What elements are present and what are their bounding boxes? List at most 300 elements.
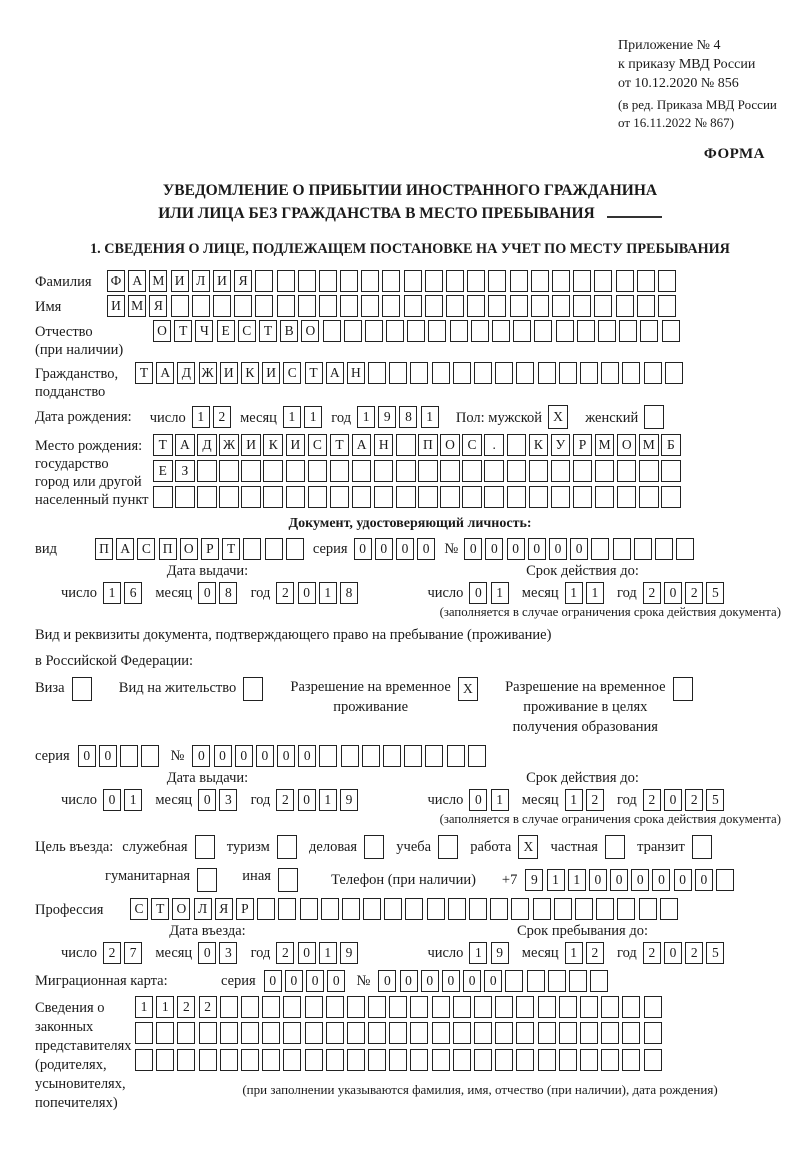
char-cell[interactable]	[644, 405, 664, 429]
char-cell[interactable]	[308, 460, 328, 482]
char-cell[interactable]: В	[280, 320, 298, 342]
char-cell[interactable]	[432, 1049, 450, 1071]
char-cell[interactable]	[326, 996, 344, 1018]
char-cell[interactable]: З	[175, 460, 195, 482]
char-cell[interactable]	[340, 295, 358, 317]
char-cell[interactable]	[516, 1049, 534, 1071]
char-cell[interactable]	[639, 460, 659, 482]
char-cell[interactable]	[551, 486, 571, 508]
char-cell[interactable]	[153, 486, 173, 508]
char-cell[interactable]	[364, 835, 384, 859]
char-cell[interactable]: А	[175, 434, 195, 456]
char-cell[interactable]	[135, 1022, 153, 1044]
char-cell[interactable]	[120, 745, 138, 767]
char-cell[interactable]	[404, 745, 422, 767]
char-cell[interactable]	[676, 538, 694, 560]
char-cell[interactable]: 5	[706, 942, 724, 964]
char-cell[interactable]: 1	[547, 869, 565, 891]
char-cell[interactable]: 9	[340, 942, 358, 964]
char-cell[interactable]: X	[548, 405, 568, 429]
char-cell[interactable]	[410, 362, 428, 384]
char-cell[interactable]	[471, 320, 489, 342]
char-cell[interactable]	[622, 1022, 640, 1044]
char-cell[interactable]: 8	[399, 406, 417, 428]
char-cell[interactable]: Н	[374, 434, 394, 456]
char-cell[interactable]	[241, 996, 259, 1018]
char-cell[interactable]	[220, 1022, 238, 1044]
char-cell[interactable]: 1	[304, 406, 322, 428]
char-cell[interactable]	[305, 1022, 323, 1044]
char-cell[interactable]	[617, 486, 637, 508]
char-cell[interactable]	[559, 1022, 577, 1044]
char-cell[interactable]: 8	[340, 582, 358, 604]
char-cell[interactable]	[658, 295, 676, 317]
char-cell[interactable]	[605, 835, 625, 859]
char-cell[interactable]: 0	[298, 745, 316, 767]
char-cell[interactable]	[622, 362, 640, 384]
char-cell[interactable]: 0	[485, 538, 503, 560]
char-cell[interactable]	[510, 295, 528, 317]
char-cell[interactable]: 0	[469, 582, 487, 604]
char-cell[interactable]	[673, 677, 693, 701]
char-cell[interactable]: П	[95, 538, 113, 560]
char-cell[interactable]	[531, 295, 549, 317]
char-cell[interactable]	[263, 460, 283, 482]
char-cell[interactable]	[319, 270, 337, 292]
char-cell[interactable]	[319, 745, 337, 767]
char-cell[interactable]	[389, 1022, 407, 1044]
char-cell[interactable]	[467, 270, 485, 292]
char-cell[interactable]: П	[418, 434, 438, 456]
char-cell[interactable]	[598, 320, 616, 342]
char-cell[interactable]: 0	[421, 970, 439, 992]
char-cell[interactable]	[616, 295, 634, 317]
char-cell[interactable]: 0	[198, 942, 216, 964]
char-cell[interactable]: О	[617, 434, 637, 456]
char-cell[interactable]	[591, 538, 609, 560]
char-cell[interactable]	[495, 1049, 513, 1071]
char-cell[interactable]: 0	[235, 745, 253, 767]
char-cell[interactable]	[580, 1049, 598, 1071]
char-cell[interactable]	[383, 745, 401, 767]
char-cell[interactable]	[363, 898, 381, 920]
char-cell[interactable]	[197, 486, 217, 508]
char-cell[interactable]	[199, 1022, 217, 1044]
char-cell[interactable]	[308, 486, 328, 508]
char-cell[interactable]: И	[241, 434, 261, 456]
char-cell[interactable]	[262, 996, 280, 1018]
char-cell[interactable]	[241, 1049, 259, 1071]
char-cell[interactable]	[396, 486, 416, 508]
char-cell[interactable]	[655, 538, 673, 560]
char-cell[interactable]	[341, 745, 359, 767]
char-cell[interactable]	[234, 295, 252, 317]
char-cell[interactable]	[425, 270, 443, 292]
char-cell[interactable]: 0	[99, 745, 117, 767]
char-cell[interactable]	[594, 270, 612, 292]
char-cell[interactable]: О	[301, 320, 319, 342]
char-cell[interactable]	[352, 486, 372, 508]
char-cell[interactable]: 1	[283, 406, 301, 428]
char-cell[interactable]	[425, 745, 443, 767]
char-cell[interactable]: Т	[153, 434, 173, 456]
char-cell[interactable]: Е	[217, 320, 235, 342]
char-cell[interactable]	[177, 1022, 195, 1044]
char-cell[interactable]: И	[213, 270, 231, 292]
char-cell[interactable]: 0	[695, 869, 713, 891]
char-cell[interactable]	[257, 898, 275, 920]
char-cell[interactable]: 0	[256, 745, 274, 767]
char-cell[interactable]	[197, 460, 217, 482]
char-cell[interactable]	[243, 538, 261, 560]
char-cell[interactable]: А	[156, 362, 174, 384]
char-cell[interactable]: М	[595, 434, 615, 456]
char-cell[interactable]: Д	[177, 362, 195, 384]
char-cell[interactable]: 1	[357, 406, 375, 428]
char-cell[interactable]	[552, 295, 570, 317]
char-cell[interactable]	[255, 295, 273, 317]
char-cell[interactable]: 1	[421, 406, 439, 428]
char-cell[interactable]: 1	[156, 996, 174, 1018]
char-cell[interactable]: 2	[177, 996, 195, 1018]
char-cell[interactable]	[330, 460, 350, 482]
char-cell[interactable]	[283, 996, 301, 1018]
char-cell[interactable]	[462, 460, 482, 482]
char-cell[interactable]: 2	[643, 789, 661, 811]
char-cell[interactable]	[404, 295, 422, 317]
char-cell[interactable]	[405, 898, 423, 920]
char-cell[interactable]: 1	[565, 942, 583, 964]
char-cell[interactable]: 0	[298, 942, 316, 964]
char-cell[interactable]: О	[180, 538, 198, 560]
char-cell[interactable]	[516, 362, 534, 384]
char-cell[interactable]: П	[159, 538, 177, 560]
char-cell[interactable]: А	[352, 434, 372, 456]
char-cell[interactable]: Д	[197, 434, 217, 456]
char-cell[interactable]: 0	[400, 970, 418, 992]
char-cell[interactable]	[305, 1049, 323, 1071]
char-cell[interactable]	[432, 362, 450, 384]
char-cell[interactable]	[554, 898, 572, 920]
char-cell[interactable]: 2	[276, 789, 294, 811]
char-cell[interactable]	[601, 1049, 619, 1071]
char-cell[interactable]	[277, 270, 295, 292]
char-cell[interactable]: 0	[327, 970, 345, 992]
char-cell[interactable]	[559, 362, 577, 384]
char-cell[interactable]	[321, 898, 339, 920]
char-cell[interactable]: 3	[219, 942, 237, 964]
char-cell[interactable]	[440, 460, 460, 482]
char-cell[interactable]	[389, 996, 407, 1018]
char-cell[interactable]	[347, 996, 365, 1018]
char-cell[interactable]	[507, 486, 527, 508]
char-cell[interactable]	[220, 996, 238, 1018]
char-cell[interactable]	[368, 362, 386, 384]
char-cell[interactable]	[474, 996, 492, 1018]
char-cell[interactable]	[453, 362, 471, 384]
char-cell[interactable]	[404, 270, 422, 292]
char-cell[interactable]: С	[283, 362, 301, 384]
char-cell[interactable]: 1	[135, 996, 153, 1018]
char-cell[interactable]: Р	[236, 898, 254, 920]
char-cell[interactable]	[531, 270, 549, 292]
char-cell[interactable]	[617, 898, 635, 920]
char-cell[interactable]: 0	[78, 745, 96, 767]
char-cell[interactable]: 2	[276, 582, 294, 604]
char-cell[interactable]: Ж	[199, 362, 217, 384]
char-cell[interactable]	[660, 898, 678, 920]
char-cell[interactable]	[538, 1049, 556, 1071]
char-cell[interactable]	[382, 295, 400, 317]
char-cell[interactable]: А	[128, 270, 146, 292]
char-cell[interactable]: 2	[685, 942, 703, 964]
char-cell[interactable]: 1	[565, 582, 583, 604]
char-cell[interactable]: М	[128, 295, 146, 317]
char-cell[interactable]: 6	[124, 582, 142, 604]
char-cell[interactable]: Р	[201, 538, 219, 560]
char-cell[interactable]: 1	[568, 869, 586, 891]
char-cell[interactable]	[462, 486, 482, 508]
char-cell[interactable]: 1	[586, 582, 604, 604]
char-cell[interactable]: Л	[194, 898, 212, 920]
char-cell[interactable]	[286, 538, 304, 560]
char-cell[interactable]	[300, 898, 318, 920]
char-cell[interactable]	[72, 677, 92, 701]
char-cell[interactable]	[467, 295, 485, 317]
char-cell[interactable]: 1	[469, 942, 487, 964]
char-cell[interactable]	[580, 996, 598, 1018]
char-cell[interactable]: 9	[491, 942, 509, 964]
char-cell[interactable]	[453, 996, 471, 1018]
char-cell[interactable]	[347, 1022, 365, 1044]
char-cell[interactable]	[298, 295, 316, 317]
char-cell[interactable]	[573, 460, 593, 482]
char-cell[interactable]	[389, 362, 407, 384]
char-cell[interactable]	[569, 970, 587, 992]
char-cell[interactable]	[410, 1022, 428, 1044]
char-cell[interactable]: Т	[305, 362, 323, 384]
char-cell[interactable]	[342, 898, 360, 920]
char-cell[interactable]	[432, 1022, 450, 1044]
char-cell[interactable]	[662, 320, 680, 342]
char-cell[interactable]: 2	[586, 942, 604, 964]
char-cell[interactable]: К	[529, 434, 549, 456]
char-cell[interactable]: 2	[685, 582, 703, 604]
char-cell[interactable]	[407, 320, 425, 342]
char-cell[interactable]	[469, 898, 487, 920]
char-cell[interactable]: 0	[198, 582, 216, 604]
char-cell[interactable]: К	[263, 434, 283, 456]
char-cell[interactable]: 0	[664, 942, 682, 964]
char-cell[interactable]	[262, 1049, 280, 1071]
char-cell[interactable]: 0	[103, 789, 121, 811]
char-cell[interactable]	[533, 898, 551, 920]
char-cell[interactable]: И	[107, 295, 125, 317]
char-cell[interactable]	[326, 1022, 344, 1044]
char-cell[interactable]	[265, 538, 283, 560]
char-cell[interactable]	[220, 1049, 238, 1071]
char-cell[interactable]	[644, 1022, 662, 1044]
char-cell[interactable]	[474, 362, 492, 384]
char-cell[interactable]: У	[551, 434, 571, 456]
char-cell[interactable]: Е	[153, 460, 173, 482]
char-cell[interactable]: 0	[396, 538, 414, 560]
char-cell[interactable]: 0	[589, 869, 607, 891]
char-cell[interactable]: Ф	[107, 270, 125, 292]
char-cell[interactable]	[640, 320, 658, 342]
char-cell[interactable]: 0	[570, 538, 588, 560]
char-cell[interactable]	[344, 320, 362, 342]
char-cell[interactable]	[580, 362, 598, 384]
char-cell[interactable]: С	[130, 898, 148, 920]
char-cell[interactable]	[447, 745, 465, 767]
char-cell[interactable]	[432, 996, 450, 1018]
char-cell[interactable]: 0	[285, 970, 303, 992]
char-cell[interactable]: 9	[378, 406, 396, 428]
char-cell[interactable]	[474, 1049, 492, 1071]
char-cell[interactable]: 1	[491, 582, 509, 604]
char-cell[interactable]	[513, 320, 531, 342]
char-cell[interactable]	[278, 898, 296, 920]
char-cell[interactable]	[490, 898, 508, 920]
char-cell[interactable]	[595, 486, 615, 508]
char-cell[interactable]: X	[458, 677, 478, 701]
char-cell[interactable]	[135, 1049, 153, 1071]
char-cell[interactable]: 0	[214, 745, 232, 767]
char-cell[interactable]	[495, 1022, 513, 1044]
char-cell[interactable]	[340, 270, 358, 292]
char-cell[interactable]: 0	[375, 538, 393, 560]
char-cell[interactable]: И	[262, 362, 280, 384]
char-cell[interactable]	[438, 835, 458, 859]
char-cell[interactable]	[192, 295, 210, 317]
char-cell[interactable]: 2	[685, 789, 703, 811]
char-cell[interactable]	[622, 996, 640, 1018]
char-cell[interactable]: Ж	[219, 434, 239, 456]
char-cell[interactable]	[177, 1049, 195, 1071]
char-cell[interactable]: М	[639, 434, 659, 456]
char-cell[interactable]	[263, 486, 283, 508]
char-cell[interactable]: 0	[264, 970, 282, 992]
char-cell[interactable]: А	[326, 362, 344, 384]
char-cell[interactable]	[446, 270, 464, 292]
char-cell[interactable]	[551, 460, 571, 482]
char-cell[interactable]	[559, 1049, 577, 1071]
char-cell[interactable]: 0	[354, 538, 372, 560]
char-cell[interactable]	[616, 270, 634, 292]
char-cell[interactable]	[396, 460, 416, 482]
char-cell[interactable]	[277, 295, 295, 317]
char-cell[interactable]: 1	[565, 789, 583, 811]
char-cell[interactable]	[219, 460, 239, 482]
char-cell[interactable]: 2	[213, 406, 231, 428]
char-cell[interactable]	[595, 460, 615, 482]
char-cell[interactable]	[241, 1022, 259, 1044]
char-cell[interactable]: 1	[319, 942, 337, 964]
char-cell[interactable]	[484, 486, 504, 508]
char-cell[interactable]: Я	[234, 270, 252, 292]
char-cell[interactable]	[418, 460, 438, 482]
char-cell[interactable]	[368, 1022, 386, 1044]
char-cell[interactable]: Т	[259, 320, 277, 342]
char-cell[interactable]	[538, 996, 556, 1018]
char-cell[interactable]	[619, 320, 637, 342]
char-cell[interactable]	[601, 362, 619, 384]
char-cell[interactable]	[639, 486, 659, 508]
char-cell[interactable]: И	[286, 434, 306, 456]
char-cell[interactable]	[637, 295, 655, 317]
char-cell[interactable]: 0	[664, 582, 682, 604]
char-cell[interactable]: И	[171, 270, 189, 292]
char-cell[interactable]	[362, 745, 380, 767]
char-cell[interactable]	[601, 1022, 619, 1044]
char-cell[interactable]	[692, 835, 712, 859]
char-cell[interactable]: 0	[298, 582, 316, 604]
char-cell[interactable]: С	[238, 320, 256, 342]
char-cell[interactable]	[156, 1049, 174, 1071]
char-cell[interactable]: А	[116, 538, 134, 560]
char-cell[interactable]: 1	[319, 789, 337, 811]
char-cell[interactable]	[319, 295, 337, 317]
char-cell[interactable]	[596, 898, 614, 920]
char-cell[interactable]	[474, 1022, 492, 1044]
char-cell[interactable]: Н	[347, 362, 365, 384]
char-cell[interactable]: 0	[469, 789, 487, 811]
char-cell[interactable]: 2	[103, 942, 121, 964]
char-cell[interactable]: 0	[507, 538, 525, 560]
char-cell[interactable]	[538, 362, 556, 384]
char-cell[interactable]: С	[462, 434, 482, 456]
char-cell[interactable]	[511, 898, 529, 920]
char-cell[interactable]: 0	[484, 970, 502, 992]
char-cell[interactable]	[548, 970, 566, 992]
char-cell[interactable]	[529, 486, 549, 508]
char-cell[interactable]	[365, 320, 383, 342]
char-cell[interactable]	[516, 1022, 534, 1044]
char-cell[interactable]	[575, 898, 593, 920]
char-cell[interactable]: 2	[643, 582, 661, 604]
char-cell[interactable]	[492, 320, 510, 342]
char-cell[interactable]: 1	[192, 406, 210, 428]
char-cell[interactable]	[410, 996, 428, 1018]
char-cell[interactable]: 2	[643, 942, 661, 964]
char-cell[interactable]: Т	[330, 434, 350, 456]
char-cell[interactable]: 0	[198, 789, 216, 811]
char-cell[interactable]: X	[518, 835, 538, 859]
char-cell[interactable]	[644, 1049, 662, 1071]
char-cell[interactable]: К	[241, 362, 259, 384]
char-cell[interactable]: 0	[631, 869, 649, 891]
char-cell[interactable]	[396, 434, 416, 456]
char-cell[interactable]	[326, 1049, 344, 1071]
char-cell[interactable]: О	[172, 898, 190, 920]
char-cell[interactable]: 1	[491, 789, 509, 811]
char-cell[interactable]	[141, 745, 159, 767]
char-cell[interactable]	[305, 996, 323, 1018]
char-cell[interactable]: 0	[664, 789, 682, 811]
char-cell[interactable]: 0	[378, 970, 396, 992]
char-cell[interactable]: 8	[219, 582, 237, 604]
char-cell[interactable]	[277, 835, 297, 859]
char-cell[interactable]: 2	[586, 789, 604, 811]
char-cell[interactable]	[199, 1049, 217, 1071]
char-cell[interactable]	[644, 362, 662, 384]
char-cell[interactable]	[446, 295, 464, 317]
char-cell[interactable]	[418, 486, 438, 508]
char-cell[interactable]	[559, 996, 577, 1018]
char-cell[interactable]	[594, 295, 612, 317]
char-cell[interactable]	[171, 295, 189, 317]
